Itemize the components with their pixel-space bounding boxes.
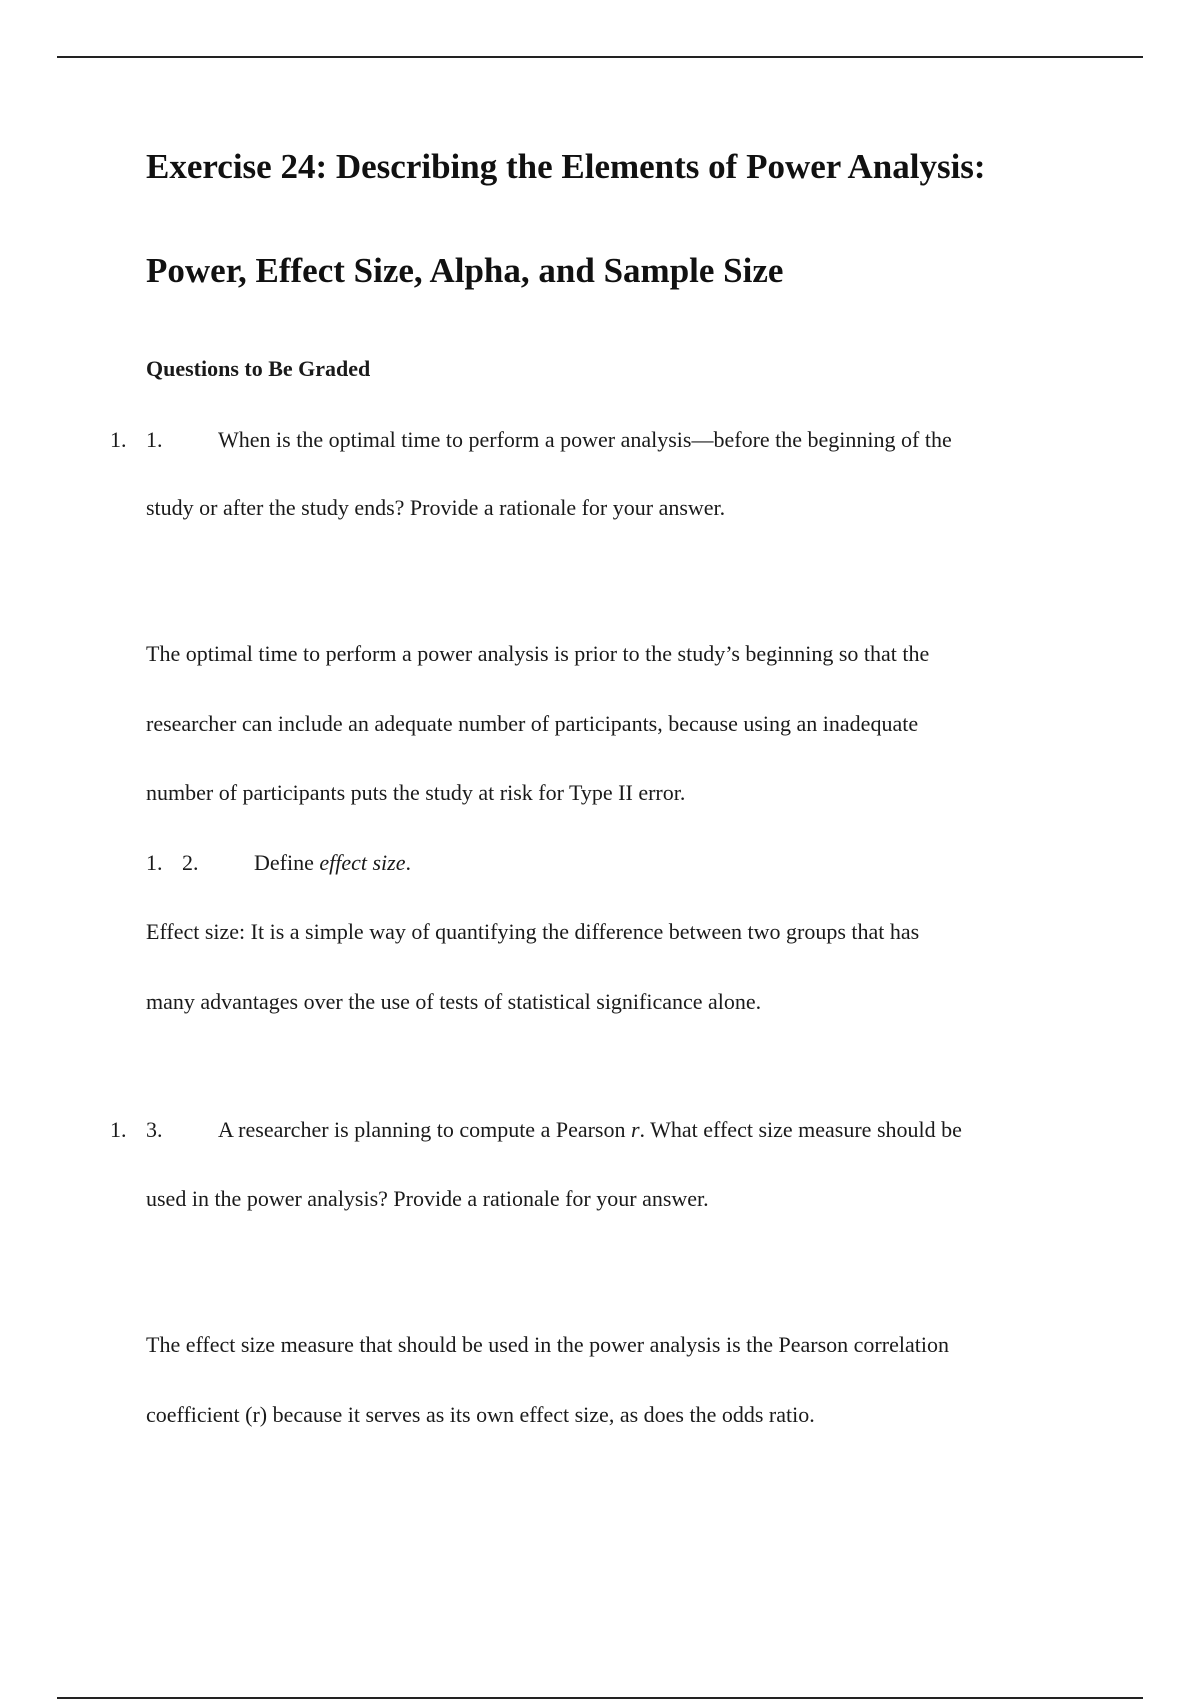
q2-answer-line-2: many advantages over the use of tests of statistical significance alone. <box>146 989 762 1014</box>
q2-outer-marker: 1. <box>146 850 163 875</box>
q3-question-line-2: used in the power analysis? Provide a rationale for your answer. <box>146 1186 709 1211</box>
q1-answer-line-2: researcher can include an adequate number of participants, because using an inadequate <box>146 711 919 736</box>
q2-inner-marker: 2. <box>182 850 199 875</box>
q3-question-prefix: A researcher is planning to compute a Pearson <box>218 1117 631 1142</box>
page-title-line-2: Power, Effect Size, Alpha, and Sample Size <box>146 251 784 290</box>
page-title-line-1: Exercise 24: Describing the Elements of Power Analysis: <box>146 147 986 186</box>
q3-outer-marker: 1. <box>110 1117 127 1142</box>
q1-answer-line-1: The optimal time to perform a power analysis is prior to the study’s beginning so that the <box>146 641 930 666</box>
q3-question-suffix: . What effect size measure should be <box>639 1117 962 1142</box>
q2-answer-line-1: Effect size: It is a simple way of quantifying the difference between two groups that has <box>146 919 920 944</box>
q2-question-suffix: . <box>405 850 411 875</box>
q3-question-line-1 <box>218 1117 962 1143</box>
q3-inner-marker: 3. <box>146 1117 163 1142</box>
q2-question <box>254 850 411 876</box>
q2-question-emphasis: effect size <box>319 850 406 875</box>
q1-question-line-1: When is the optimal time to perform a power analysis—before the beginning of the <box>218 427 952 452</box>
q3-answer-line-2: coefficient (r) because it serves as its own effect size, as does the odds ratio. <box>146 1402 815 1427</box>
q2-question-prefix: Define <box>254 850 320 875</box>
q3-question-emphasis: r <box>630 1117 640 1142</box>
q3-answer-line-1: The effect size measure that should be used in the power analysis is the Pearson correlation <box>146 1332 949 1357</box>
q1-answer-line-3: number of participants puts the study at risk for Type II error. <box>146 780 686 805</box>
q1-outer-marker: 1. <box>110 427 127 452</box>
header-rule <box>57 56 1143 58</box>
q1-question-line-2: study or after the study ends? Provide a rationale for your answer. <box>146 495 726 520</box>
q1-inner-marker: 1. <box>146 427 163 452</box>
section-heading: Questions to Be Graded <box>146 356 371 381</box>
footer-rule <box>57 1697 1143 1699</box>
